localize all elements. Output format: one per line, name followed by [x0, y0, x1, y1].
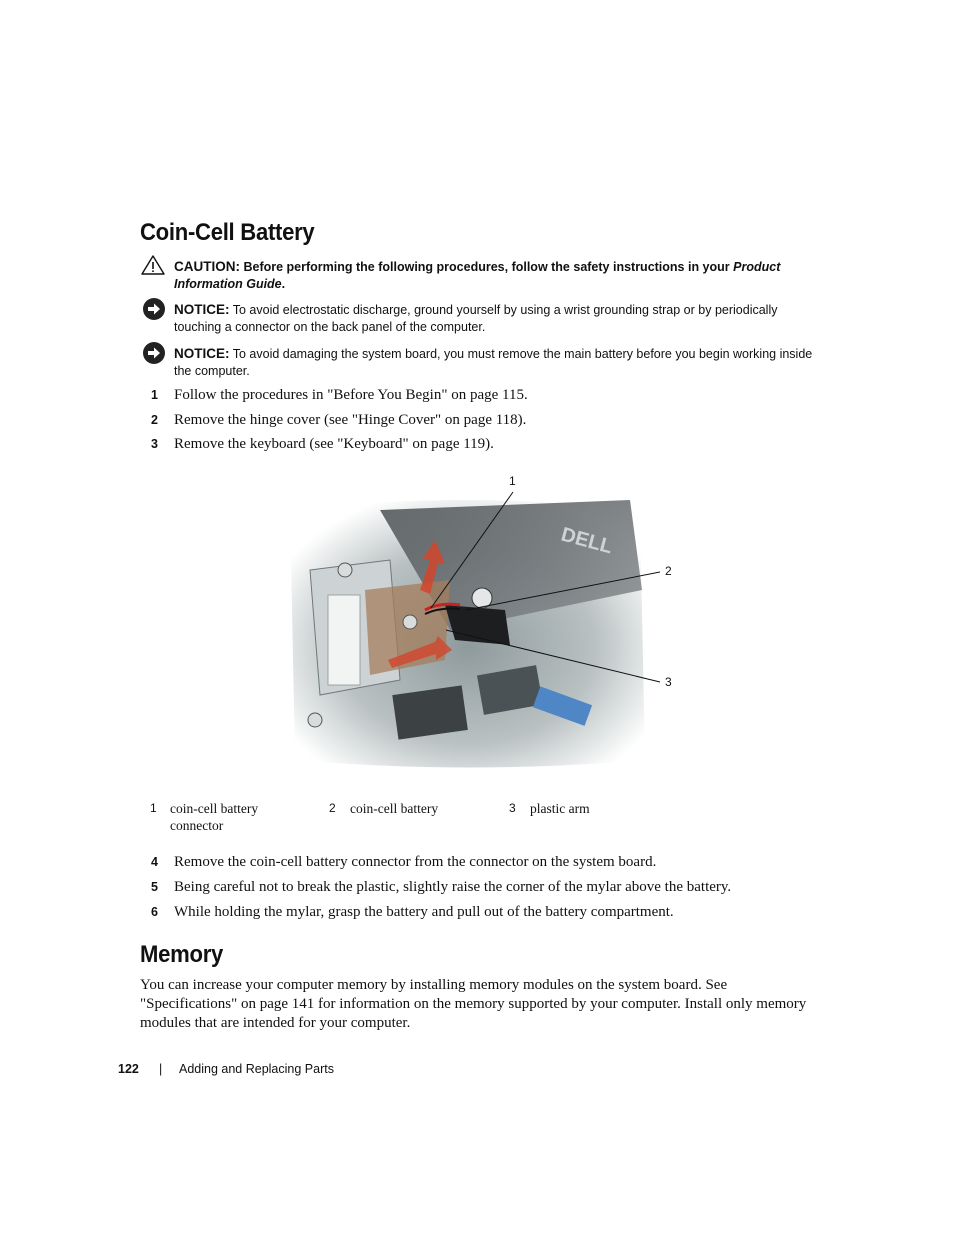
page-number: 122: [118, 1062, 139, 1076]
step-text: Being careful not to break the plastic, slightly raise the corner of the mylar above the battery.: [174, 879, 732, 895]
legend-number: 3: [509, 801, 516, 815]
step-item: [151, 410, 527, 430]
callout-1: 1: [509, 474, 516, 488]
step-text: While holding the mylar, grasp the battery and pull out of the battery compartment.: [174, 904, 674, 920]
coin-cell-battery-figure: [270, 470, 680, 780]
notice-label: NOTICE:: [174, 302, 230, 317]
caution-label: CAUTION:: [174, 259, 240, 274]
step-text: Follow the procedures in "Before You Begin" on page 115.: [174, 387, 528, 403]
legend-item: [509, 800, 670, 817]
step-number: 3: [151, 437, 158, 451]
step-number: 4: [151, 855, 158, 869]
step-item: [151, 902, 674, 922]
step-item: [151, 852, 657, 872]
chapter-title: Adding and Replacing Parts: [179, 1062, 334, 1076]
notice-label: NOTICE:: [174, 346, 230, 361]
callout-2: 2: [665, 564, 672, 578]
step-item: [151, 877, 732, 897]
caution-italic: Product Information Guide: [174, 260, 781, 291]
footer-separator: |: [159, 1062, 163, 1076]
callout-3: 3: [665, 675, 672, 689]
notice-icon: [142, 297, 166, 326]
notice-text: To avoid damaging the system board, you must remove the main battery before you begin working inside the computer.: [174, 347, 813, 378]
step-number: 5: [151, 880, 158, 894]
dell-logo: DELL: [558, 523, 615, 559]
legend-item: [150, 800, 290, 834]
legend-item: [329, 800, 490, 817]
notice-icon: [142, 341, 166, 370]
step-number: 6: [151, 905, 158, 919]
legend-text: plastic arm: [530, 801, 590, 816]
legend-number: 1: [150, 801, 157, 815]
legend-text: coin-cell battery: [350, 801, 439, 816]
step-text: Remove the hinge cover (see "Hinge Cover" on page 118).: [174, 412, 527, 428]
caution-note: [174, 258, 814, 293]
step-item: [151, 434, 494, 454]
caution-icon: [140, 254, 166, 281]
step-text: Remove the coin-cell battery connector from the connector on the system board.: [174, 854, 657, 870]
caution-end: .: [281, 277, 286, 291]
legend-text: coin-cell battery connector: [170, 801, 259, 833]
step-text: Remove the keyboard (see "Keyboard" on page 119).: [174, 436, 494, 452]
step-item: [151, 385, 528, 405]
caution-text: Before performing the following procedures, follow the safety instructions in your: [243, 260, 730, 274]
page-title: Coin-Cell Battery: [140, 219, 315, 246]
legend-number: 2: [329, 801, 336, 815]
notice-text: To avoid electrostatic discharge, ground yourself by using a wrist grounding strap or by periodically touching a connector on the back panel of the computer.: [174, 303, 778, 334]
section-title: Memory: [140, 941, 224, 968]
notice-esd: [174, 301, 814, 336]
memory-paragraph: You can increase your computer memory by installing memory modules on the system board. See "Specifications" on page 141 for information on the memory supported by your computer. Install only memory modules that are intended for your computer.: [140, 977, 807, 1031]
notice-battery: [174, 345, 819, 380]
step-number: 1: [151, 388, 158, 402]
step-number: 2: [151, 413, 158, 427]
